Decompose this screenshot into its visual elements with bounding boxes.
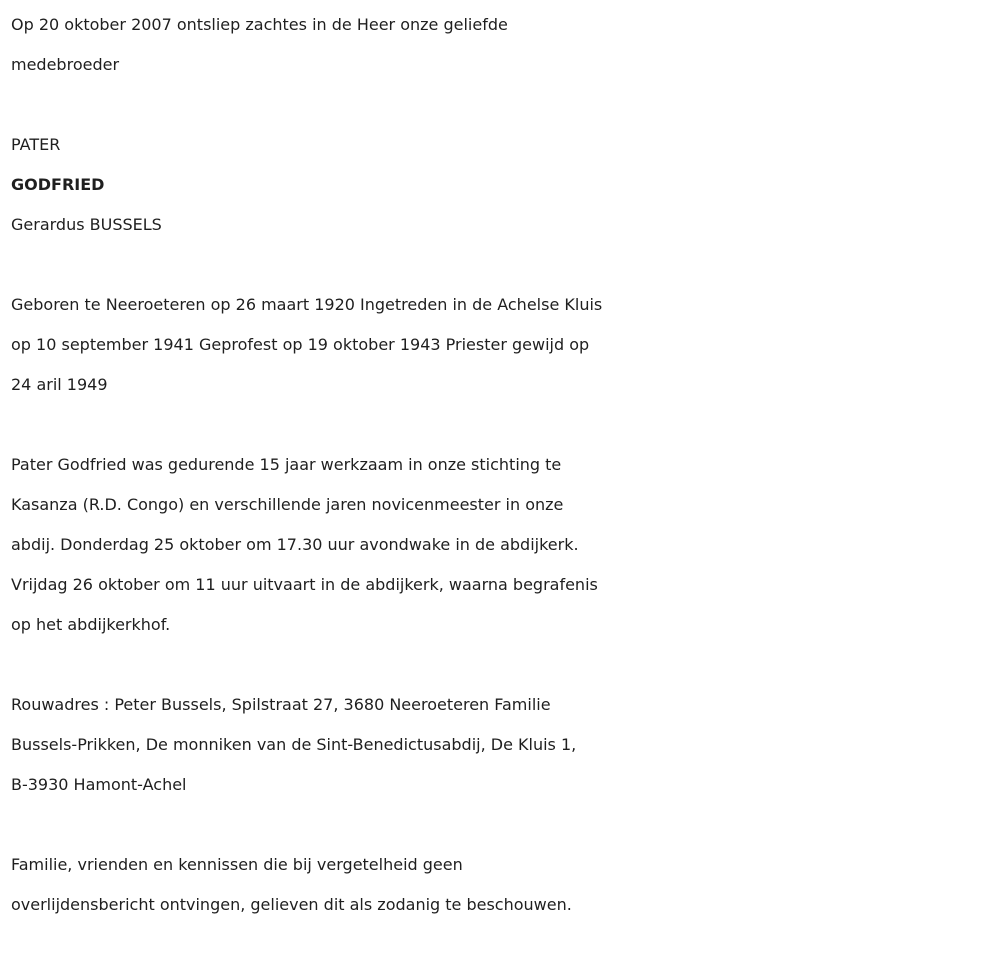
paragraph-spacer (11, 405, 1000, 445)
biography-line: op 10 september 1941 Geprofest op 19 oktober 1943 Priester gewijd op (11, 335, 590, 354)
address-paragraph (11, 685, 1000, 805)
paragraph-spacer (11, 805, 1000, 845)
details-paragraph (11, 445, 1000, 645)
biography-line: 24 aril 1949 (11, 375, 108, 394)
address-line: Rouwadres : Peter Bussels, Spilstraat 27, 3680 Neeroeteren Familie (11, 695, 551, 714)
intro-paragraph (11, 5, 1000, 85)
religious-name: GODFRIED (11, 175, 105, 194)
intro-line: medebroeder (11, 55, 120, 74)
details-line: abdij. Donderdag 25 oktober om 17.30 uur avondwake in de abdijkerk. (11, 535, 579, 554)
paragraph-spacer (11, 245, 1000, 285)
details-line: Pater Godfried was gedurende 15 jaar werkzaam in onze stichting te (11, 455, 562, 474)
paragraph-spacer (11, 85, 1000, 125)
civil-name: Gerardus BUSSELS (11, 215, 162, 234)
closing-paragraph (11, 845, 1000, 925)
paragraph-spacer (11, 645, 1000, 685)
title-label: PATER (11, 135, 61, 154)
details-line: op het abdijkerkhof. (11, 615, 171, 634)
closing-line: Familie, vrienden en kennissen die bij vergetelheid geen (11, 855, 463, 874)
intro-line: Op 20 oktober 2007 ontsliep zachtes in de Heer onze geliefde (11, 15, 508, 34)
address-line: B-3930 Hamont-Achel (11, 775, 187, 794)
closing-line: overlijdensbericht ontvingen, gelieven dit als zodanig te beschouwen. (11, 895, 572, 914)
biography-line: Geboren te Neeroeteren op 26 maart 1920 Ingetreden in de Achelse Kluis (11, 295, 603, 314)
name-block (11, 125, 1000, 245)
address-line: Bussels-Prikken, De monniken van de Sint-Benedictusabdij, De Kluis 1, (11, 735, 577, 754)
details-line: Vrijdag 26 oktober om 11 uur uitvaart in de abdijkerk, waarna begrafenis (11, 575, 598, 594)
biography-paragraph (11, 285, 1000, 405)
details-line: Kasanza (R.D. Congo) en verschillende jaren novicenmeester in onze (11, 495, 564, 514)
